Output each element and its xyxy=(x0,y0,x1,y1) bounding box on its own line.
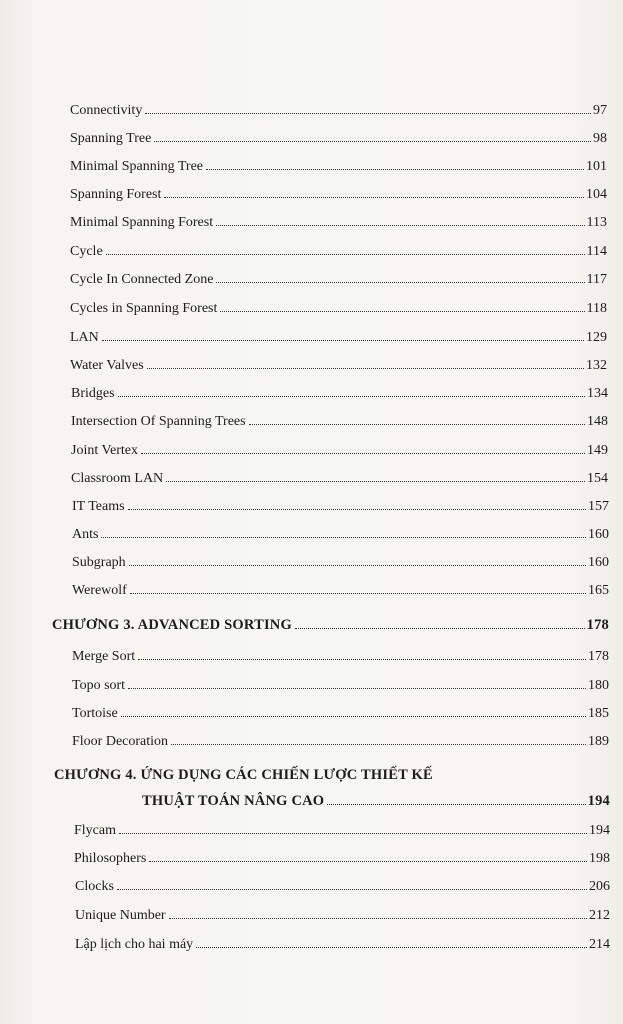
dot-leader xyxy=(130,593,586,594)
toc-entry-title: Werewolf xyxy=(72,583,127,598)
toc-entry-page: 118 xyxy=(586,301,607,316)
toc-entry-title: Joint Vertex xyxy=(71,443,139,458)
toc-entry-page: 180 xyxy=(588,678,609,693)
toc-entry-title: Clocks xyxy=(75,879,114,894)
toc-entry-bridges xyxy=(71,385,608,403)
toc-entry-title: Cycle xyxy=(70,244,103,259)
toc-entry-title: Minimal Spanning Tree xyxy=(70,159,204,174)
toc-entry-page: 185 xyxy=(588,706,609,721)
toc-entry-title: Topo sort xyxy=(72,678,126,693)
toc-entry-page: 97 xyxy=(593,103,607,118)
dot-leader xyxy=(295,628,585,629)
toc-chapter-4-title-line1: CHƯƠNG 4. ỨNG DỤNG CÁC CHIẾN LƯỢC THIẾT KẾ xyxy=(54,767,433,783)
toc-entry-unique-number xyxy=(75,907,610,925)
toc-entry-connectivity xyxy=(70,102,607,120)
toc-entry-title: Water Valves xyxy=(70,358,144,373)
chapter-title: CHƯƠNG 3. ADVANCED SORTING xyxy=(52,617,292,633)
toc-entry-page: 98 xyxy=(593,131,607,146)
toc-entry-minimal-spanning-tree xyxy=(70,158,607,176)
toc-entry-lan xyxy=(70,329,607,347)
dot-leader xyxy=(128,509,586,510)
toc-chapter-4-heading xyxy=(142,792,610,810)
toc-entry-cycles-in-spanning-forest xyxy=(70,300,607,318)
dot-leader xyxy=(141,453,585,454)
toc-entry-page: 101 xyxy=(586,159,607,174)
toc-entry-water-valves xyxy=(70,357,607,375)
dot-leader xyxy=(196,947,587,948)
dot-leader xyxy=(128,688,586,689)
toc-entry-cycle xyxy=(70,243,607,261)
toc-entry-minimal-spanning-forest xyxy=(70,214,607,232)
dot-leader xyxy=(206,169,584,170)
toc-entry-page: 214 xyxy=(589,937,610,952)
toc-entry-title: Spanning Forest xyxy=(70,187,162,202)
toc-entry-page: 165 xyxy=(588,583,609,598)
dot-leader xyxy=(216,282,584,283)
toc-entry-page: 149 xyxy=(587,443,608,458)
toc-entry-title: Floor Decoration xyxy=(72,734,169,749)
toc-entry-philosophers xyxy=(74,850,610,868)
chapter-page: 178 xyxy=(586,617,609,633)
toc-entry-title: Connectivity xyxy=(70,103,143,118)
toc-entry-title: Philosophers xyxy=(74,851,147,866)
dot-leader xyxy=(129,565,586,566)
dot-leader xyxy=(149,861,587,862)
toc-entry-page: 113 xyxy=(586,215,607,230)
toc-entry-page: 154 xyxy=(587,471,608,486)
dot-leader xyxy=(147,368,584,369)
toc-chapter-3-heading xyxy=(52,616,609,634)
toc-entry-title: Minimal Spanning Forest xyxy=(70,215,214,230)
dot-leader xyxy=(169,918,587,919)
dot-leader xyxy=(138,659,586,660)
toc-entry-title: Tortoise xyxy=(72,706,118,721)
toc-entry-title: Merge Sort xyxy=(72,649,136,664)
toc-entry-tortoise xyxy=(72,705,609,723)
toc-entry-intersection-of-spanning-trees xyxy=(71,413,608,431)
toc-entry-page: 114 xyxy=(586,244,607,259)
toc-entry-subgraph xyxy=(72,554,609,572)
toc-entry-page: 117 xyxy=(586,272,607,287)
toc-entry-floor-decoration xyxy=(72,733,609,751)
toc-entry-page: 206 xyxy=(589,879,610,894)
toc-entry-merge-sort xyxy=(72,648,609,666)
toc-entry-title: Flycam xyxy=(74,823,116,838)
toc-entry-page: 212 xyxy=(589,908,610,923)
dot-leader xyxy=(327,804,585,805)
dot-leader xyxy=(220,311,584,312)
dot-leader xyxy=(118,396,585,397)
toc-entry-title: LAN xyxy=(70,330,99,345)
toc-entry-title: Intersection Of Spanning Trees xyxy=(71,414,246,429)
dot-leader xyxy=(121,716,586,717)
dot-leader xyxy=(119,833,587,834)
toc-entry-page: 189 xyxy=(588,734,609,749)
toc-entry-ants xyxy=(72,526,609,544)
toc-entry-title: Ants xyxy=(72,527,99,542)
toc-entry-cycle-in-connected-zone xyxy=(70,271,607,289)
toc-entry-spanning-tree xyxy=(70,130,607,148)
dot-leader xyxy=(249,424,585,425)
dot-leader xyxy=(106,254,585,255)
toc-entry-page: 157 xyxy=(588,499,609,514)
toc-entry-page: 129 xyxy=(586,330,607,345)
toc-entry-title: Cycle In Connected Zone xyxy=(70,272,214,287)
toc-entry-page: 178 xyxy=(588,649,609,664)
dot-leader xyxy=(117,889,587,890)
toc-entry-title: Subgraph xyxy=(72,555,126,570)
toc-entry-title: Cycles in Spanning Forest xyxy=(70,301,218,316)
chapter-page: 194 xyxy=(587,793,610,809)
toc-entry-topo-sort xyxy=(72,677,609,695)
dot-leader xyxy=(101,537,586,538)
toc-entry-page: 160 xyxy=(588,555,609,570)
dot-leader xyxy=(164,197,584,198)
toc-entry-title: IT Teams xyxy=(72,499,125,514)
dot-leader xyxy=(102,340,584,341)
toc-entry-lap-lich-cho-hai-may xyxy=(75,936,610,954)
toc-entry-page: 104 xyxy=(586,187,607,202)
toc-entry-werewolf xyxy=(72,582,609,600)
toc-entry-spanning-forest xyxy=(70,186,607,204)
chapter-title: THUẬT TOÁN NÂNG CAO xyxy=(142,793,325,809)
toc-entry-page: 194 xyxy=(589,823,610,838)
dot-leader xyxy=(216,225,584,226)
dot-leader xyxy=(166,481,585,482)
toc-entry-flycam xyxy=(74,822,610,840)
dot-leader xyxy=(145,113,591,114)
toc-entry-page: 148 xyxy=(587,414,608,429)
toc-entry-classroom-lan xyxy=(71,470,608,488)
toc-entry-title: Lập lịch cho hai máy xyxy=(75,937,194,952)
toc-entry-clocks xyxy=(75,878,610,896)
toc-entry-title: Spanning Tree xyxy=(70,131,152,146)
toc-entry-page: 160 xyxy=(588,527,609,542)
toc-entry-title: Unique Number xyxy=(75,908,166,923)
toc-entry-title: Classroom LAN xyxy=(71,471,164,486)
toc-entry-it-teams xyxy=(72,498,609,516)
toc-entry-page: 134 xyxy=(587,386,608,401)
dot-leader xyxy=(154,141,591,142)
toc-entry-title: Bridges xyxy=(71,386,115,401)
dot-leader xyxy=(171,744,586,745)
toc-entry-page: 132 xyxy=(586,358,607,373)
toc-entry-page: 198 xyxy=(589,851,610,866)
toc-entry-joint-vertex xyxy=(71,442,608,460)
